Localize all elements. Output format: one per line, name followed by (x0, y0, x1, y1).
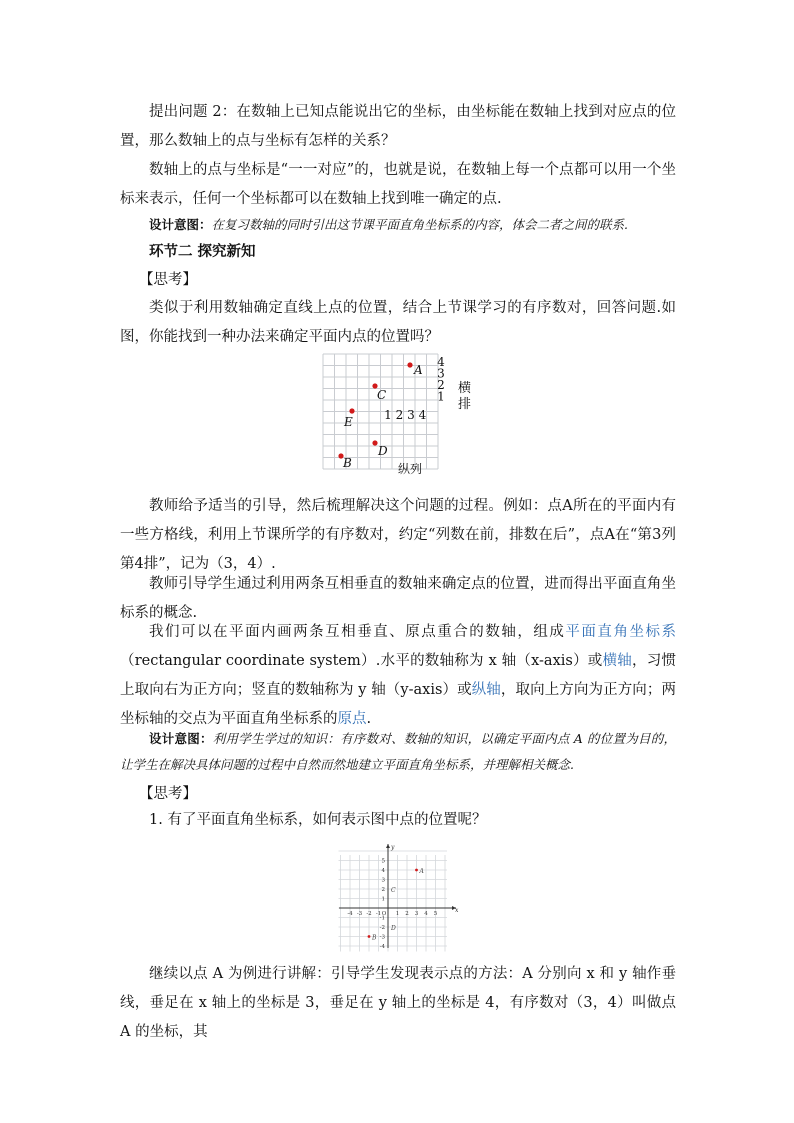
point-label: A (419, 868, 424, 875)
term-horizontal-axis: 横轴 (602, 653, 633, 669)
row-number: 3 (437, 366, 445, 381)
point-marker (349, 408, 354, 413)
x-tick-label: -4 (347, 911, 353, 917)
question-1: 1. 有了平面直角坐标系，如何表示图中点的位置呢？ (149, 812, 487, 828)
column-number: 4 (418, 408, 427, 422)
term-rectangular-coordinate-system: 平面直角坐标系 (565, 624, 676, 640)
column-number: 2 (395, 408, 404, 422)
paragraph-concept: 教师引导学生通过利用两条互相垂直的数轴来确定点的位置，进而得出平面直角坐标系的概念. (120, 576, 676, 621)
row-axis-label: 横 排 (458, 381, 472, 412)
point-label: D (378, 444, 388, 458)
paragraph-analogy: 类似于利用数轴确定直线上点的位置，结合上节课学习的有序数对，回答问题.如图，你能找到一种办法来确定平面内点的位置吗？ (120, 300, 676, 345)
x-tick-label: 5 (433, 911, 438, 917)
x-tick-label: 1 (395, 911, 400, 917)
y-tick-label: -2 (379, 925, 385, 931)
point-label: C (377, 388, 387, 402)
point-label: E (344, 415, 353, 429)
y-tick-label: 5 (381, 858, 385, 865)
design-intent-text: 在复习数轴的同时引出这节课平面直角坐标系的内容，体会二者之间的联系. (211, 217, 628, 232)
column-number: 3 (407, 408, 415, 422)
row-number: 1 (437, 389, 445, 404)
section-heading: 环节二 探究新知 (149, 244, 256, 260)
y-tick-label: -4 (379, 944, 385, 950)
design-intent-1 (120, 212, 676, 238)
term-origin: 原点 (337, 711, 367, 727)
point-marker (415, 869, 418, 872)
x-tick-label: O (381, 911, 387, 917)
design-intent-label: 设计意图： (149, 217, 212, 232)
y-tick-label: 3 (381, 877, 385, 884)
x-tick-label: 2 (405, 911, 409, 917)
paragraph-explain-point-a: 继续以点 A 为例进行讲解：引导学生发现表示点的方法：A 分别向 x 和 y 轴作垂线，垂足在 x 轴上的坐标是 3，垂足在 y 轴上的坐标是 4，有序数对（3，4）叫做点 A 的坐标，其 (120, 966, 676, 1040)
x-tick-label: 3 (414, 911, 419, 917)
y-tick-label: -3 (379, 934, 385, 941)
point-label: B (372, 934, 377, 942)
y-axis-label: y (391, 844, 395, 851)
column-axis-label: 纵列 (398, 462, 423, 476)
row-number: 2 (437, 378, 445, 392)
point-label: C (391, 887, 396, 894)
think-heading-2: 【思考】 (139, 786, 197, 802)
x-tick-label: -2 (366, 911, 372, 917)
y-tick-label: 4 (381, 868, 385, 874)
design-intent-text: 利用学生学过的知识：有序数对、数轴的知识，以确定平面内点 A 的位置为目的，让学生在解决具体问题的过程中自然而然地建立平面直角坐标系，并理解相关概念. (120, 731, 676, 772)
y-tick-label: 1 (381, 896, 385, 903)
paragraph-teacher-guide: 教师给予适当的引导，然后梳理解决这个问题的过程。例如：点A所在的平面内有一些方格线，利用上节课所学的有序数对，约定“列数在前，排数在后”，点A在“第3列第4排”，记为（3，4）. (120, 498, 676, 572)
design-intent-2 (120, 726, 676, 778)
coordinate-plane-figure (336, 842, 462, 952)
x-tick-label: 4 (424, 911, 428, 917)
point-label: D (391, 925, 396, 932)
x-tick-label: -3 (356, 911, 363, 917)
design-intent-label: 设计意图： (149, 731, 213, 746)
y-tick-label: -1 (379, 915, 385, 922)
point-marker (407, 362, 412, 367)
row-number: 4 (437, 355, 445, 369)
x-tick-label: -1 (375, 911, 382, 917)
think-heading-1: 【思考】 (139, 272, 197, 288)
grid-figure (318, 349, 478, 479)
paragraph-question-2: 提出问题 2：在数轴上已知点能说出它的坐标，由坐标能在数轴上找到对应点的位置，那么数轴上的点与坐标有怎样的关系？ (120, 104, 676, 149)
point-label: A (414, 363, 423, 377)
point-marker (372, 440, 377, 445)
term-vertical-axis: 纵轴 (471, 682, 501, 698)
paragraph-definition: 我们可以在平面内画两条互相垂直、原点重合的数轴，组成平面直角坐标系（rectangular coordinate system）.水平的数轴称为 x 轴（x-axis）或横轴，习惯上取向右为正方向；竖直的数轴称为 y 轴（y-axis）或纵轴，取向上方向为正方向；两坐标轴的交点为平面直角坐标系的原点. (120, 624, 677, 727)
x-axis-label: x (455, 907, 459, 914)
y-axis-arrow (386, 844, 390, 848)
point-label: B (343, 456, 352, 470)
y-tick-label: 2 (381, 887, 385, 893)
paragraph-one-to-one: 数轴上的点与坐标是“一一对应”的，也就是说，在数轴上每一个点都可以用一个坐标来表示，任何一个坐标都可以在数轴上找到唯一确定的点. (120, 162, 676, 207)
column-number: 1 (384, 408, 392, 422)
point-marker (368, 935, 371, 938)
